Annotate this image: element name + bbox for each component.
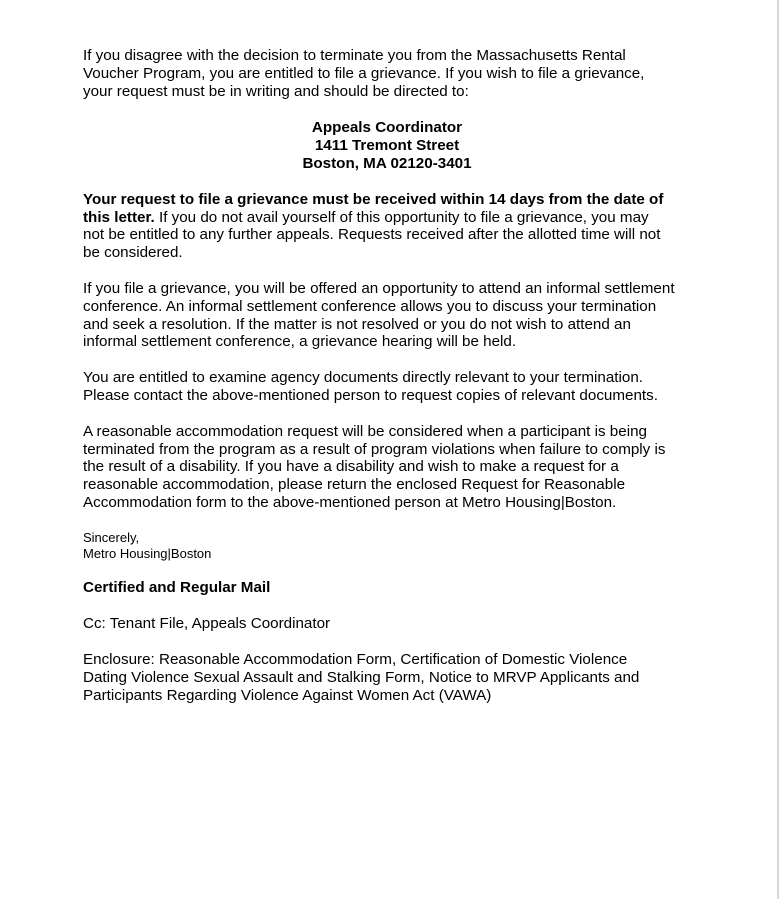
closing: Sincerely, bbox=[83, 529, 140, 545]
deadline-paragraph bbox=[83, 191, 695, 262]
letter-body bbox=[83, 47, 695, 704]
address-line-2: 1411 Tremont Street bbox=[314, 137, 460, 155]
deadline-rest-text: If you do not avail yourself of this opportunity to file a grievance, you may not be entitled to any further appeals. Requests received after the allotted time will not be considered. bbox=[83, 208, 661, 262]
signature: Metro Housing|Boston bbox=[83, 545, 212, 561]
enclosure-paragraph: Enclosure: Reasonable Accommodation Form, Certification of Domestic Violence Dating Violence Sexual Assault and Stalking Form, Notice to MRVP Applicants and Participants Regarding Violence Against Women Act (VAWA) bbox=[83, 650, 640, 704]
cc-line: Cc: Tenant File, Appeals Coordinator bbox=[83, 615, 331, 633]
address-line-1: Appeals Coordinator bbox=[311, 119, 463, 137]
documents-paragraph: You are entitled to examine agency documents directly relevant to your termination. Please contact the above-mentioned person to request copies of relevant documents. bbox=[83, 369, 658, 404]
mail-method: Certified and Regular Mail bbox=[83, 579, 271, 597]
appeals-address bbox=[83, 119, 691, 172]
settlement-paragraph: If you file a grievance, you will be offered an opportunity to attend an informal settlement conference. An informal settlement conference allows you to discuss your termination and seek a resolution. If the matter is not resolved or you do not wish to attend an informal settlement conference, a grievance hearing will be held. bbox=[83, 279, 675, 351]
intro-paragraph: If you disagree with the decision to terminate you from the Massachusetts Rental Voucher Program, you are entitled to file a grievance. If you wish to file a grievance, your request must be in writing and should be directed to: bbox=[83, 47, 645, 100]
address-line-3: Boston, MA 02120-3401 bbox=[302, 154, 472, 172]
deadline-bold-text: Your request to file a grievance must be received within 14 days from the date of this letter. bbox=[83, 190, 664, 226]
accommodation-paragraph: A reasonable accommodation request will be considered when a participant is being terminated from the program as a result of program violations when failure to comply is the result of a disability. If you have a disability and wish to make a request for a reasonable accommodation, please return the enclosed Request for Reasonable Accommodation form to the above-mentioned person at Metro Housing|Boston. bbox=[83, 422, 666, 511]
